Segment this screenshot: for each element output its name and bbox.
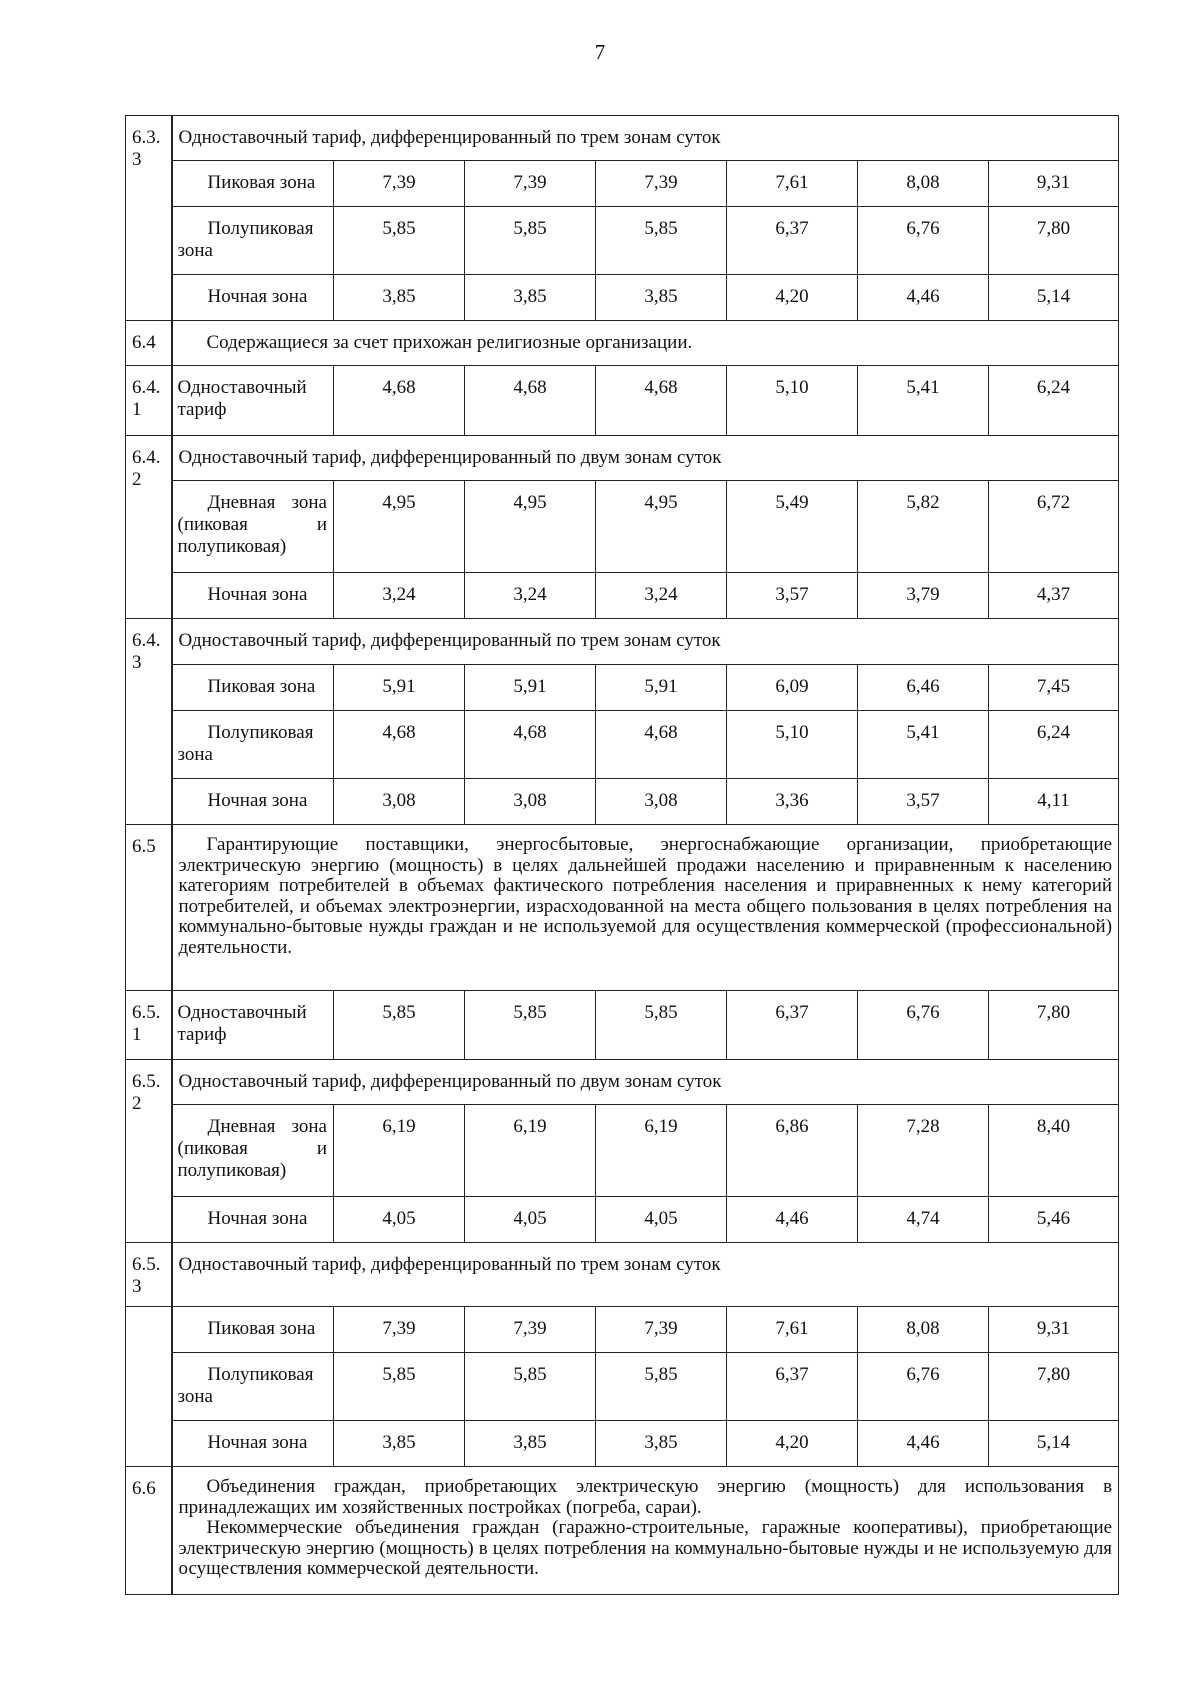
value-cell: 4,37	[989, 573, 1119, 619]
table-row	[126, 161, 1119, 207]
value-cell: 5,85	[334, 991, 465, 1060]
value-cell: 5,49	[727, 481, 858, 573]
value-cell: 7,39	[465, 1307, 596, 1353]
table-row	[126, 1421, 1119, 1467]
section-title: Одноставочный тариф, дифференцированный по двум зонам суток	[172, 1060, 1119, 1105]
value-cell: 5,85	[596, 207, 727, 275]
section-text-row	[126, 1467, 1119, 1595]
value-cell: 5,85	[596, 991, 727, 1060]
value-cell: 7,39	[596, 161, 727, 207]
value-cell: 5,14	[989, 275, 1119, 321]
section-number: 6.3. 3	[126, 116, 172, 321]
value-cell: 4,20	[727, 275, 858, 321]
value-cell: 6,76	[858, 991, 989, 1060]
value-cell: 4,05	[465, 1197, 596, 1243]
section-description: Объединения граждан, приобретающих электрическую энергию (мощность) для использования в принадлежащих им хозяйственных постройках (погреба, сараи). Некоммерческие объединения граждан (гаражно-строительные, гаражные кооперативы), приобретающие электрическую энергию (мощность) в целях потребления на коммунально-бытовые нужды и не используемую для осуществления коммерческой деятельности.	[172, 1467, 1119, 1595]
section-title: Одноставочный тариф, дифференцированный по трем зонам суток	[172, 619, 1119, 665]
value-cell: 3,85	[334, 275, 465, 321]
section-text-row	[126, 825, 1119, 991]
value-cell: 4,95	[334, 481, 465, 573]
value-cell: 7,39	[596, 1307, 727, 1353]
value-cell: 7,39	[465, 161, 596, 207]
value-cell: 5,91	[465, 665, 596, 711]
value-cell: 3,08	[596, 779, 727, 825]
value-cell: 6,09	[727, 665, 858, 711]
value-cell: 3,36	[727, 779, 858, 825]
tariff-label: Одноставочный тариф	[172, 991, 334, 1060]
section-text-row	[126, 321, 1119, 366]
value-cell: 6,86	[727, 1105, 858, 1197]
value-cell: 8,08	[858, 1307, 989, 1353]
value-cell: 5,85	[334, 207, 465, 275]
value-cell: 4,46	[858, 1421, 989, 1467]
value-cell: 4,46	[858, 275, 989, 321]
value-cell: 3,85	[465, 1421, 596, 1467]
tariff-label: Одноставочный тариф	[172, 366, 334, 436]
value-cell: 4,68	[465, 366, 596, 436]
value-cell: 3,85	[465, 275, 596, 321]
value-cell: 7,39	[334, 161, 465, 207]
value-cell: 7,80	[989, 1353, 1119, 1421]
section-number: 6.5. 1	[126, 991, 172, 1060]
table-row	[126, 366, 1119, 436]
value-cell: 8,08	[858, 161, 989, 207]
value-cell: 5,85	[465, 207, 596, 275]
value-cell: 5,85	[465, 1353, 596, 1421]
table-row	[126, 275, 1119, 321]
zone-label: Пиковая зона	[172, 161, 334, 207]
page-number: 7	[594, 40, 606, 64]
section-number: 6.4. 2	[126, 436, 172, 619]
value-cell: 5,82	[858, 481, 989, 573]
value-cell: 5,10	[727, 711, 858, 779]
value-cell: 3,57	[727, 573, 858, 619]
section-number: 6.5. 2	[126, 1060, 172, 1243]
value-cell: 6,19	[596, 1105, 727, 1197]
zone-label: Ночная зона	[172, 573, 334, 619]
section-number: 6.4. 1	[126, 366, 172, 436]
section-header-row	[126, 619, 1119, 665]
table-row	[126, 711, 1119, 779]
zone-label: Пиковая зона	[172, 1307, 334, 1353]
section-number: 6.4	[126, 321, 172, 366]
table-row	[126, 991, 1119, 1060]
value-cell: 6,76	[858, 1353, 989, 1421]
value-cell: 7,61	[727, 161, 858, 207]
section-number: 6.4. 3	[126, 619, 172, 825]
section-number: 6.6	[126, 1467, 172, 1595]
value-cell: 6,24	[989, 366, 1119, 436]
value-cell: 9,31	[989, 161, 1119, 207]
zone-label: Пиковая зона	[172, 665, 334, 711]
zone-label: Ночная зона	[172, 1197, 334, 1243]
value-cell: 7,80	[989, 991, 1119, 1060]
section-title: Одноставочный тариф, дифференцированный по двум зонам суток	[172, 436, 1119, 481]
value-cell: 5,41	[858, 366, 989, 436]
value-cell: 6,24	[989, 711, 1119, 779]
value-cell: 6,37	[727, 991, 858, 1060]
section-header-row	[126, 1060, 1119, 1105]
value-cell: 5,85	[596, 1353, 727, 1421]
value-cell: 6,19	[465, 1105, 596, 1197]
section-number-spacer	[126, 1307, 172, 1467]
table-row	[126, 779, 1119, 825]
value-cell: 6,76	[858, 207, 989, 275]
table-row	[126, 1307, 1119, 1353]
value-cell: 5,91	[596, 665, 727, 711]
value-cell: 4,20	[727, 1421, 858, 1467]
value-cell: 4,95	[465, 481, 596, 573]
zone-label: Дневная зона (пиковая и полупиковая)	[172, 1105, 334, 1197]
value-cell: 5,85	[465, 991, 596, 1060]
value-cell: 6,37	[727, 207, 858, 275]
tariff-table	[125, 115, 1119, 1595]
value-cell: 5,41	[858, 711, 989, 779]
table-row	[126, 573, 1119, 619]
section-number: 6.5	[126, 825, 172, 991]
value-cell: 3,08	[334, 779, 465, 825]
section-title: Одноставочный тариф, дифференцированный по трем зонам суток	[172, 116, 1119, 161]
value-cell: 7,39	[334, 1307, 465, 1353]
zone-label: Дневная зона (пиковая и полупиковая)	[172, 481, 334, 573]
value-cell: 5,46	[989, 1197, 1119, 1243]
value-cell: 3,08	[465, 779, 596, 825]
table-row	[126, 1105, 1119, 1197]
value-cell: 3,79	[858, 573, 989, 619]
value-cell: 6,19	[334, 1105, 465, 1197]
value-cell: 7,28	[858, 1105, 989, 1197]
section-description: Содержащиеся за счет прихожан религиозные организации.	[172, 321, 1119, 366]
value-cell: 3,85	[334, 1421, 465, 1467]
value-cell: 5,85	[334, 1353, 465, 1421]
value-cell: 3,24	[334, 573, 465, 619]
section-header-row	[126, 1243, 1119, 1307]
value-cell: 4,68	[596, 366, 727, 436]
value-cell: 5,14	[989, 1421, 1119, 1467]
table-row	[126, 481, 1119, 573]
value-cell: 6,72	[989, 481, 1119, 573]
value-cell: 4,68	[334, 711, 465, 779]
zone-label: Полупиковая зона	[172, 1353, 334, 1421]
value-cell: 4,11	[989, 779, 1119, 825]
zone-label: Полупиковая зона	[172, 711, 334, 779]
value-cell: 5,91	[334, 665, 465, 711]
value-cell: 4,68	[334, 366, 465, 436]
value-cell: 4,68	[465, 711, 596, 779]
value-cell: 7,45	[989, 665, 1119, 711]
value-cell: 6,46	[858, 665, 989, 711]
value-cell: 9,31	[989, 1307, 1119, 1353]
section-number: 6.5. 3	[126, 1243, 172, 1307]
table-row	[126, 1353, 1119, 1421]
value-cell: 6,37	[727, 1353, 858, 1421]
value-cell: 4,05	[334, 1197, 465, 1243]
section-description: Гарантирующие поставщики, энергосбытовые, энергоснабжающие организации, приобретающие электрическую энергию (мощность) в целях дальнейшей продажи населению и приравненным к населению категориям потребителей в объемах фактического потребления населения и приравненных к нему категорий потребителей, и объемах электроэнергии, израсходованной на места общего пользования в целях потребления на коммунально-бытовые нужды граждан и не используемой для осуществления коммерческой (профессиональной) деятельности.	[172, 825, 1119, 991]
value-cell: 3,57	[858, 779, 989, 825]
value-cell: 5,10	[727, 366, 858, 436]
table-row	[126, 1197, 1119, 1243]
value-cell: 4,46	[727, 1197, 858, 1243]
table-row	[126, 665, 1119, 711]
zone-label: Ночная зона	[172, 779, 334, 825]
value-cell: 7,61	[727, 1307, 858, 1353]
value-cell: 8,40	[989, 1105, 1119, 1197]
value-cell: 7,80	[989, 207, 1119, 275]
value-cell: 4,05	[596, 1197, 727, 1243]
value-cell: 4,68	[596, 711, 727, 779]
zone-label: Ночная зона	[172, 275, 334, 321]
section-header-row	[126, 436, 1119, 481]
value-cell: 4,95	[596, 481, 727, 573]
section-header-row	[126, 116, 1119, 161]
table-row	[126, 207, 1119, 275]
section-title: Одноставочный тариф, дифференцированный по трем зонам суток	[172, 1243, 1119, 1307]
value-cell: 3,85	[596, 1421, 727, 1467]
value-cell: 4,74	[858, 1197, 989, 1243]
zone-label: Ночная зона	[172, 1421, 334, 1467]
zone-label: Полупиковая зона	[172, 207, 334, 275]
value-cell: 3,85	[596, 275, 727, 321]
value-cell: 3,24	[465, 573, 596, 619]
value-cell: 3,24	[596, 573, 727, 619]
